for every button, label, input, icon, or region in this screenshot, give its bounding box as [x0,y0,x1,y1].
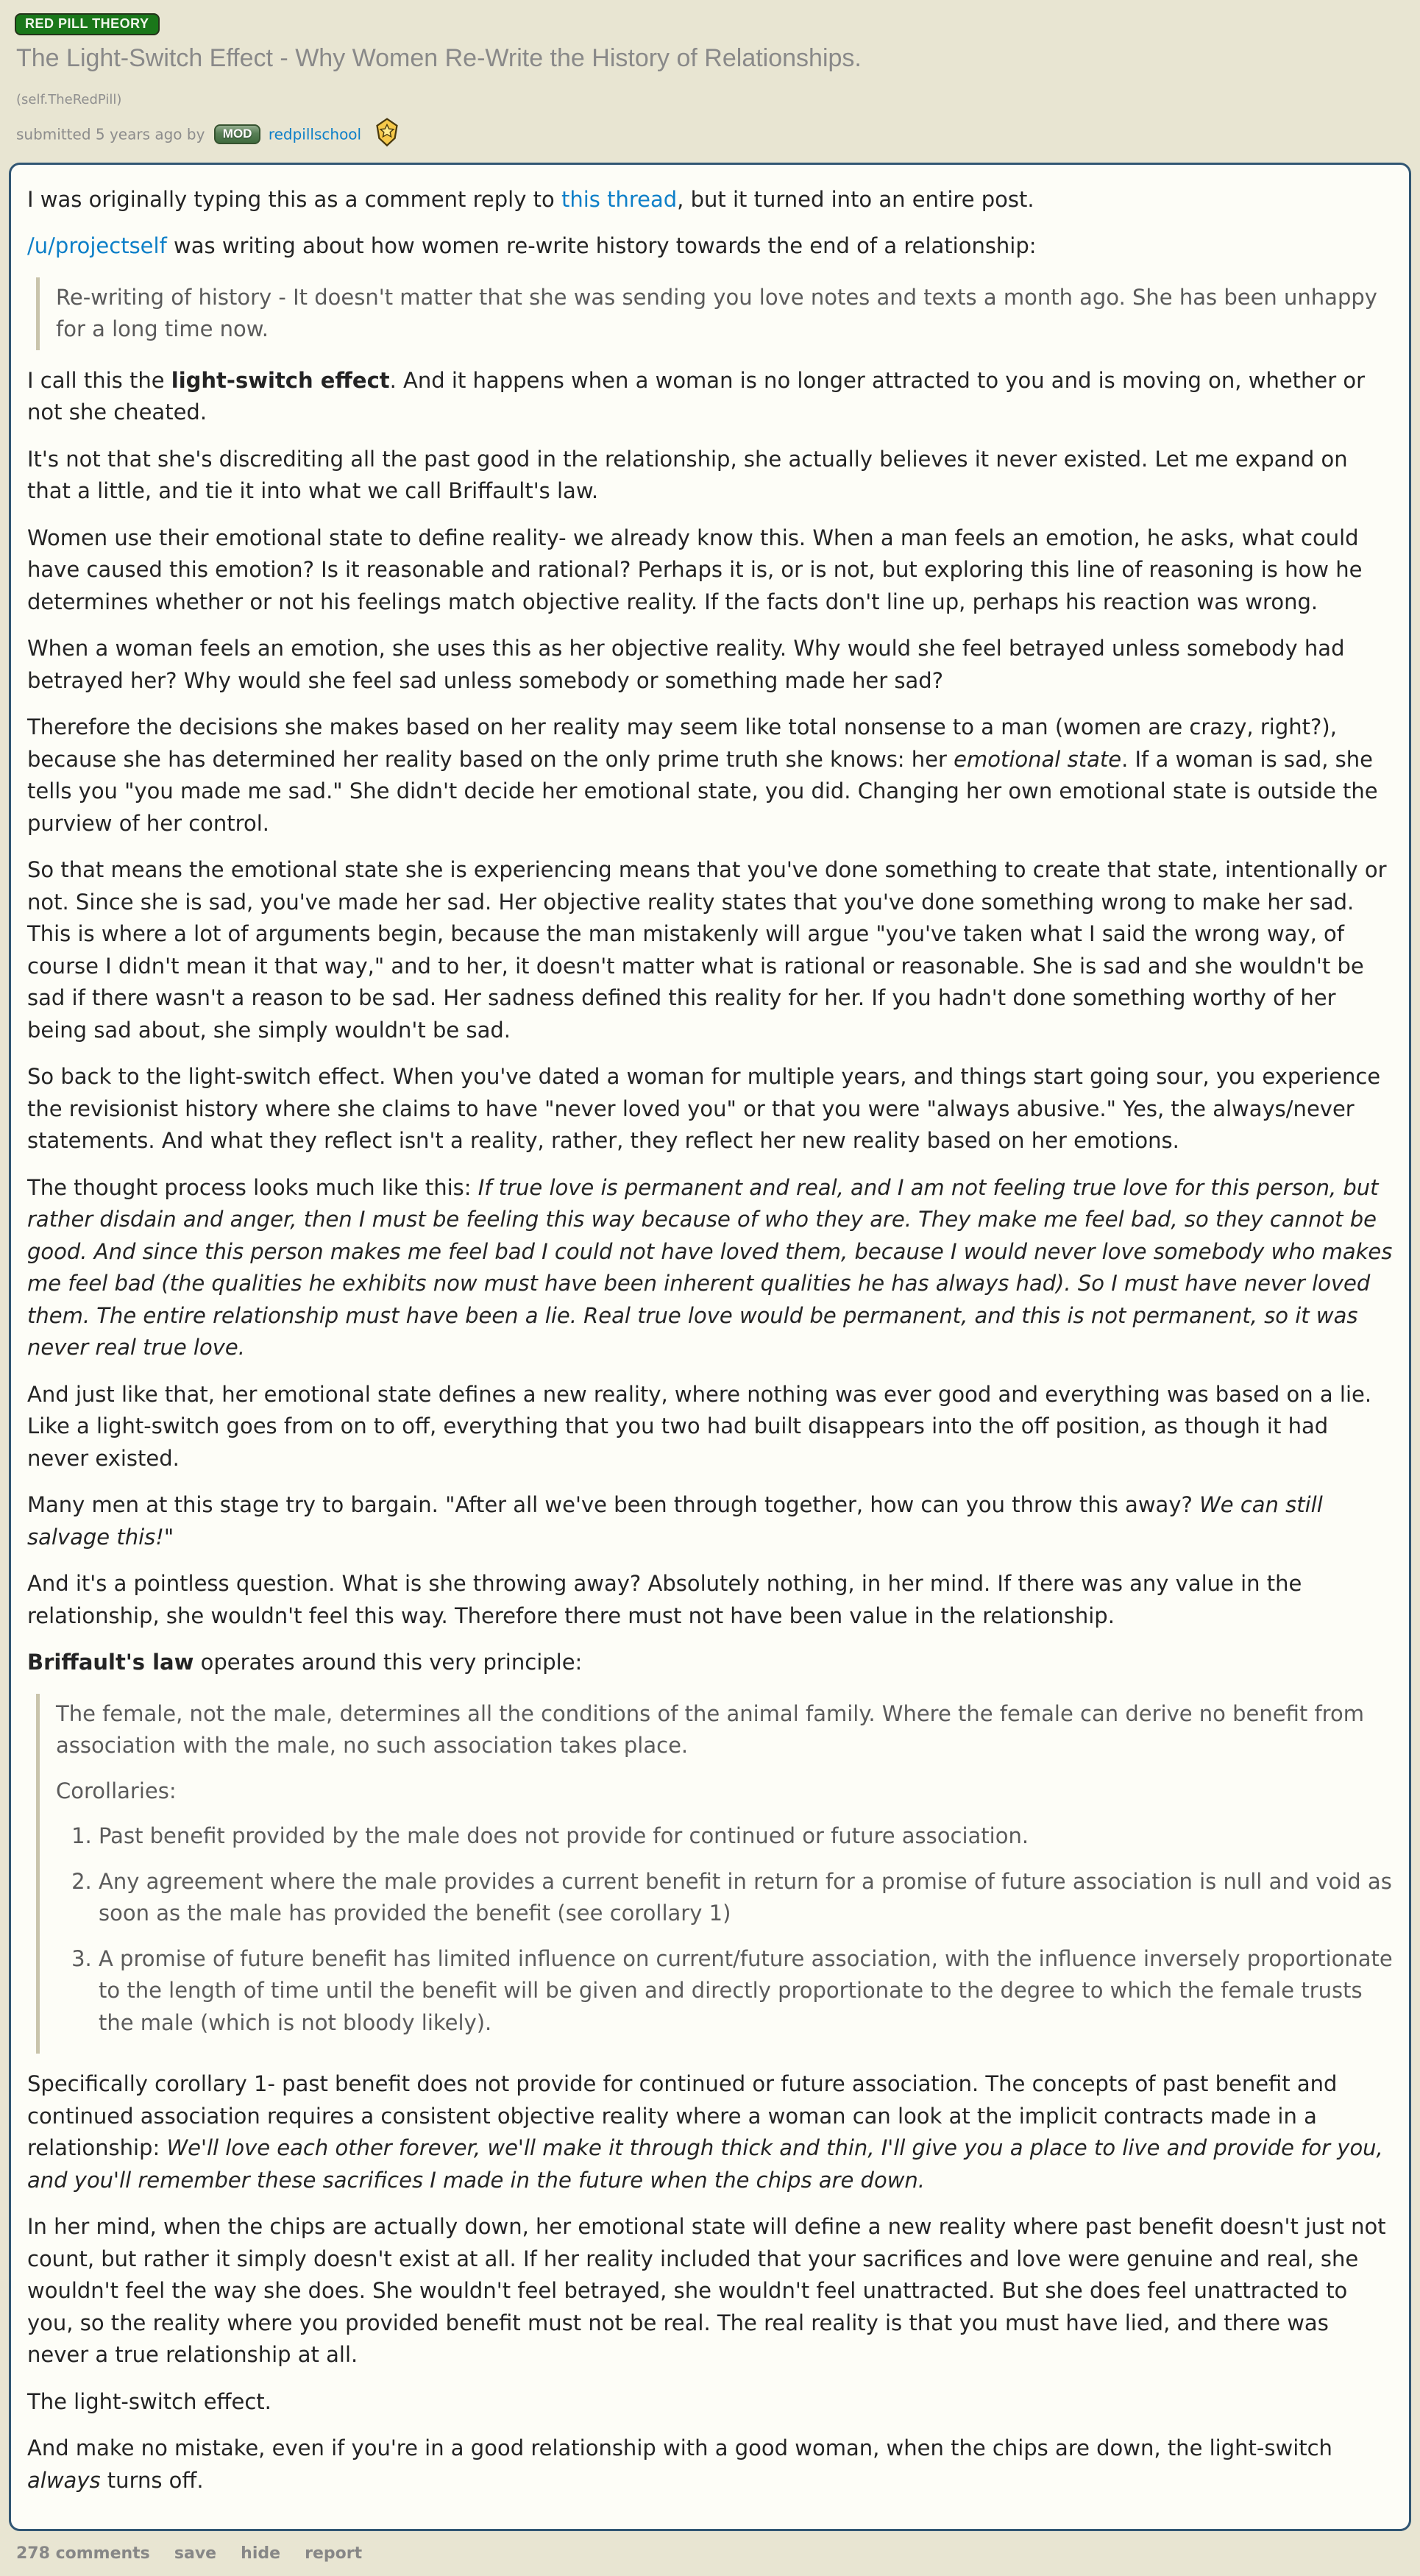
text-segment: . And it happens when a woman is no longer attracted to you and is moving on, whether or not she cheated. [27,367,1366,425]
text-segment: So that means the emotional state she is experiencing means that you've done something to create that state, intentionally or not. Since she is sad, you've made her sad. Her objective reality states that you've done something wrong to make her sad. This is where a lot of arguments begin, because the man mistakenly will argue "you've taken what I said the wrong way, of course I didn't mean it that way," and to her, it doesn't matter what is rational or reasonable. She is sad and she wouldn't be sad if there wasn't a reason to be sad. Her sadness defined this reality for her. If you hadn't done something worthy of her being sad about, she simply wouldn't be sad. [27,857,1387,1043]
author-link[interactable]: redpillschool [268,125,362,143]
post-paragraph [27,1647,1393,1679]
text-segment: I call this the [27,367,171,393]
text-segment: So back to the light-switch effect. When you've dated a woman for multiple years, and things start going sour, you experience the revisionist history where she claims to have "never loved you" or that you were "always abusive." Yes, the always/never statements. And what they reflect isn't a reality, rather, they reflect her new reality based on her emotions. [27,1064,1381,1154]
text-segment: Specifically corollary 1- past benefit does not provide for continued or future association. The concepts of past benefit and continued association requires a consistent objective reality where a woman can look at the implicit contracts made in a relationship: [27,2071,1338,2161]
post-paragraph [27,1379,1393,1475]
text-segment: When a woman feels an emotion, she uses this as her objective reality. Why would she feel betrayed unless somebody had betrayed her? Why would she feel sad unless somebody or something made her sad? [27,636,1345,693]
post-paragraph [27,444,1393,508]
post-tagline [16,118,1411,151]
post-body [27,184,1393,2497]
inline-link[interactable]: this thread [561,186,678,212]
text-segment: Any agreement where the male provides a current benefit in return for a promise of future association is null and void as soon as the male has provided the benefit (see corollary 1) [99,1868,1392,1926]
list-item [99,1943,1393,2040]
text-segment: If true love is permanent and real, and I am not feeling true love for this person, but rather disdain and anger, then I must be feeling this way because of who they are. They make me feel bad, so they cannot be good. And since this person makes me feel bad I could not have loved them, because I would never love somebody who makes me feel bad (the qualities he exhibits now must have been inherent qualities he has always had). So I must have never loved them. The entire relationship must have been a lie. Real true love would be permanent, and this is not permanent, so it was never real true love. [27,1174,1393,1360]
post-paragraph [27,2068,1393,2196]
post-paragraph [27,2386,1393,2419]
post-paragraph [27,230,1393,263]
list-item [99,1866,1393,1930]
post-paragraph [27,1489,1393,1553]
text-segment: We'll love each other forever, we'll make it through thick and thin, I'll give you a place to live and provide for you, and you'll remember these sacrifices I made in the future when the chips are down. [27,2135,1383,2193]
post-paragraph [27,365,1393,429]
text-segment: I was originally typing this as a comment reply to [27,186,561,212]
text-segment: emotional state [954,746,1122,772]
text-segment: A promise of future benefit has limited influence on current/future association, with the influence inversely proportionate to the length of time until the benefit will be given and directly proportionate to the degree to which the female trusts the male (which is not bloody likely). [99,1945,1393,2035]
post-paragraph [27,1568,1393,1632]
text-segment: The light-switch effect. [27,2388,271,2414]
blockquote [36,1694,1393,2054]
text-segment: turns off. [100,2467,204,2493]
text-segment: It's not that she's discrediting all the past good in the relationship, she actually believes it never existed. Let me expand on that a little, and tie it into what we call Briffault's law. [27,446,1348,504]
post-title[interactable]: The Light-Switch Effect - Why Women Re-Write the History of Relationships. [16,43,862,72]
text-segment: And just like that, her emotional state defines a new reality, where nothing was ever good and everything was based on a lie. Like a light-switch goes from on to off, everything that you two had built disappears into the off position, as though it had never existed. [27,1381,1372,1471]
text-segment: The female, not the male, determines all the conditions of the animal family. Where the female can derive no benefit from association with the male, no such association takes place. [56,1700,1364,1759]
text-segment: Many men at this stage try to bargain. "After all we've been through together, how can you throw this away? [27,1492,1200,1518]
post-paragraph [27,2211,1393,2371]
hide-button[interactable]: hide [241,2544,281,2563]
text-segment: always [27,2467,101,2493]
text-segment: Women use their emotional state to define reality- we already know this. When a man feels an emotion, he asks, what could have caused this emotion? Is it reasonable and rational? Perhaps it is, or is not, but exploring this line of reasoning is how he determines whether or not his feelings match objective reality. If the facts don't line up, perhaps his reaction was wrong. [27,525,1363,614]
blockquote [36,277,1393,350]
save-button[interactable]: save [174,2544,217,2563]
post-paragraph [27,1061,1393,1157]
text-segment: We can still salvage this! [27,1492,1323,1550]
text-segment: operates around this very principle: [194,1650,583,1675]
text-segment: In her mind, when the chips are actually down, her emotional state will define a new reality where past benefit doesn't just not count, but rather it simply doesn't exist at all. If her reality included that your sacrifices and love were genuine and real, she wouldn't feel the way she does. She wouldn't feel betrayed, she wouldn't feel unattracted. But she does feel unattracted to you, so the reality where you provided benefit must not be real. The real reality is that you must have lied, and there was never a true relationship at all. [27,2214,1386,2368]
text-segment: Re-writing of history - It doesn't matter that she was sending you love notes and texts a month ago. She has been unhappy for a long time now. [56,284,1377,342]
post-paragraph [56,282,1393,346]
post-body-box [9,163,1411,2532]
text-segment: was writing about how women re-write history towards the end of a relationship: [166,233,1037,259]
post-action-bar [16,2544,1411,2569]
report-button[interactable]: report [305,2544,363,2563]
text-segment: light-switch effect [171,367,390,393]
text-segment: . If a woman is sad, she tells you "you made me sad." She didn't decide her emotional state, you did. Changing her own emotional state is outside the purview of her control. [27,746,1378,836]
text-segment: Therefore the decisions she makes based on her reality may seem like total nonsense to a man (women are crazy, right?), because she has determined her reality based on the only prime truth she knows: her [27,714,1337,772]
post-paragraph [27,1172,1393,1364]
post-paragraph [27,854,1393,1046]
mod-badge: MOD [214,124,261,144]
gold-star-medal-icon [374,118,400,151]
post-paragraph [27,522,1393,619]
post-paragraph [27,712,1393,840]
text-segment: , but it turned into an entire post. [677,186,1034,212]
submitted-text: submitted 5 years ago by [16,125,205,143]
post-paragraph [56,1698,1393,1762]
link-flair-badge: RED PILL THEORY [15,13,160,35]
post-paragraph [27,633,1393,697]
post-domain: (self.TheRedPill) [16,91,122,107]
corollary-list [56,1820,1393,2039]
inline-link[interactable]: /u/projectself [27,233,167,259]
post-paragraph [27,184,1393,216]
text-segment: Briffault's law [27,1650,194,1675]
list-item [99,1820,1393,1853]
text-segment: Corollaries: [56,1778,177,1803]
text-segment: Past benefit provided by the male does not provide for continued or future association. [99,1823,1029,1849]
text-segment: " [163,1524,174,1550]
post-paragraph [56,1775,1393,1808]
comments-link[interactable]: 278 comments [16,2544,150,2563]
post-paragraph [27,2433,1393,2497]
text-segment: And make no mistake, even if you're in a good relationship with a good woman, when the chips are down, the light-switch [27,2435,1332,2461]
text-segment: The thought process looks much like this: [27,1174,478,1200]
text-segment: And it's a pointless question. What is she throwing away? Absolutely nothing, in her mind. If there was any value in the relationship, she wouldn't feel this way. Therefore there must not have been value in the relationship. [27,1571,1302,1628]
